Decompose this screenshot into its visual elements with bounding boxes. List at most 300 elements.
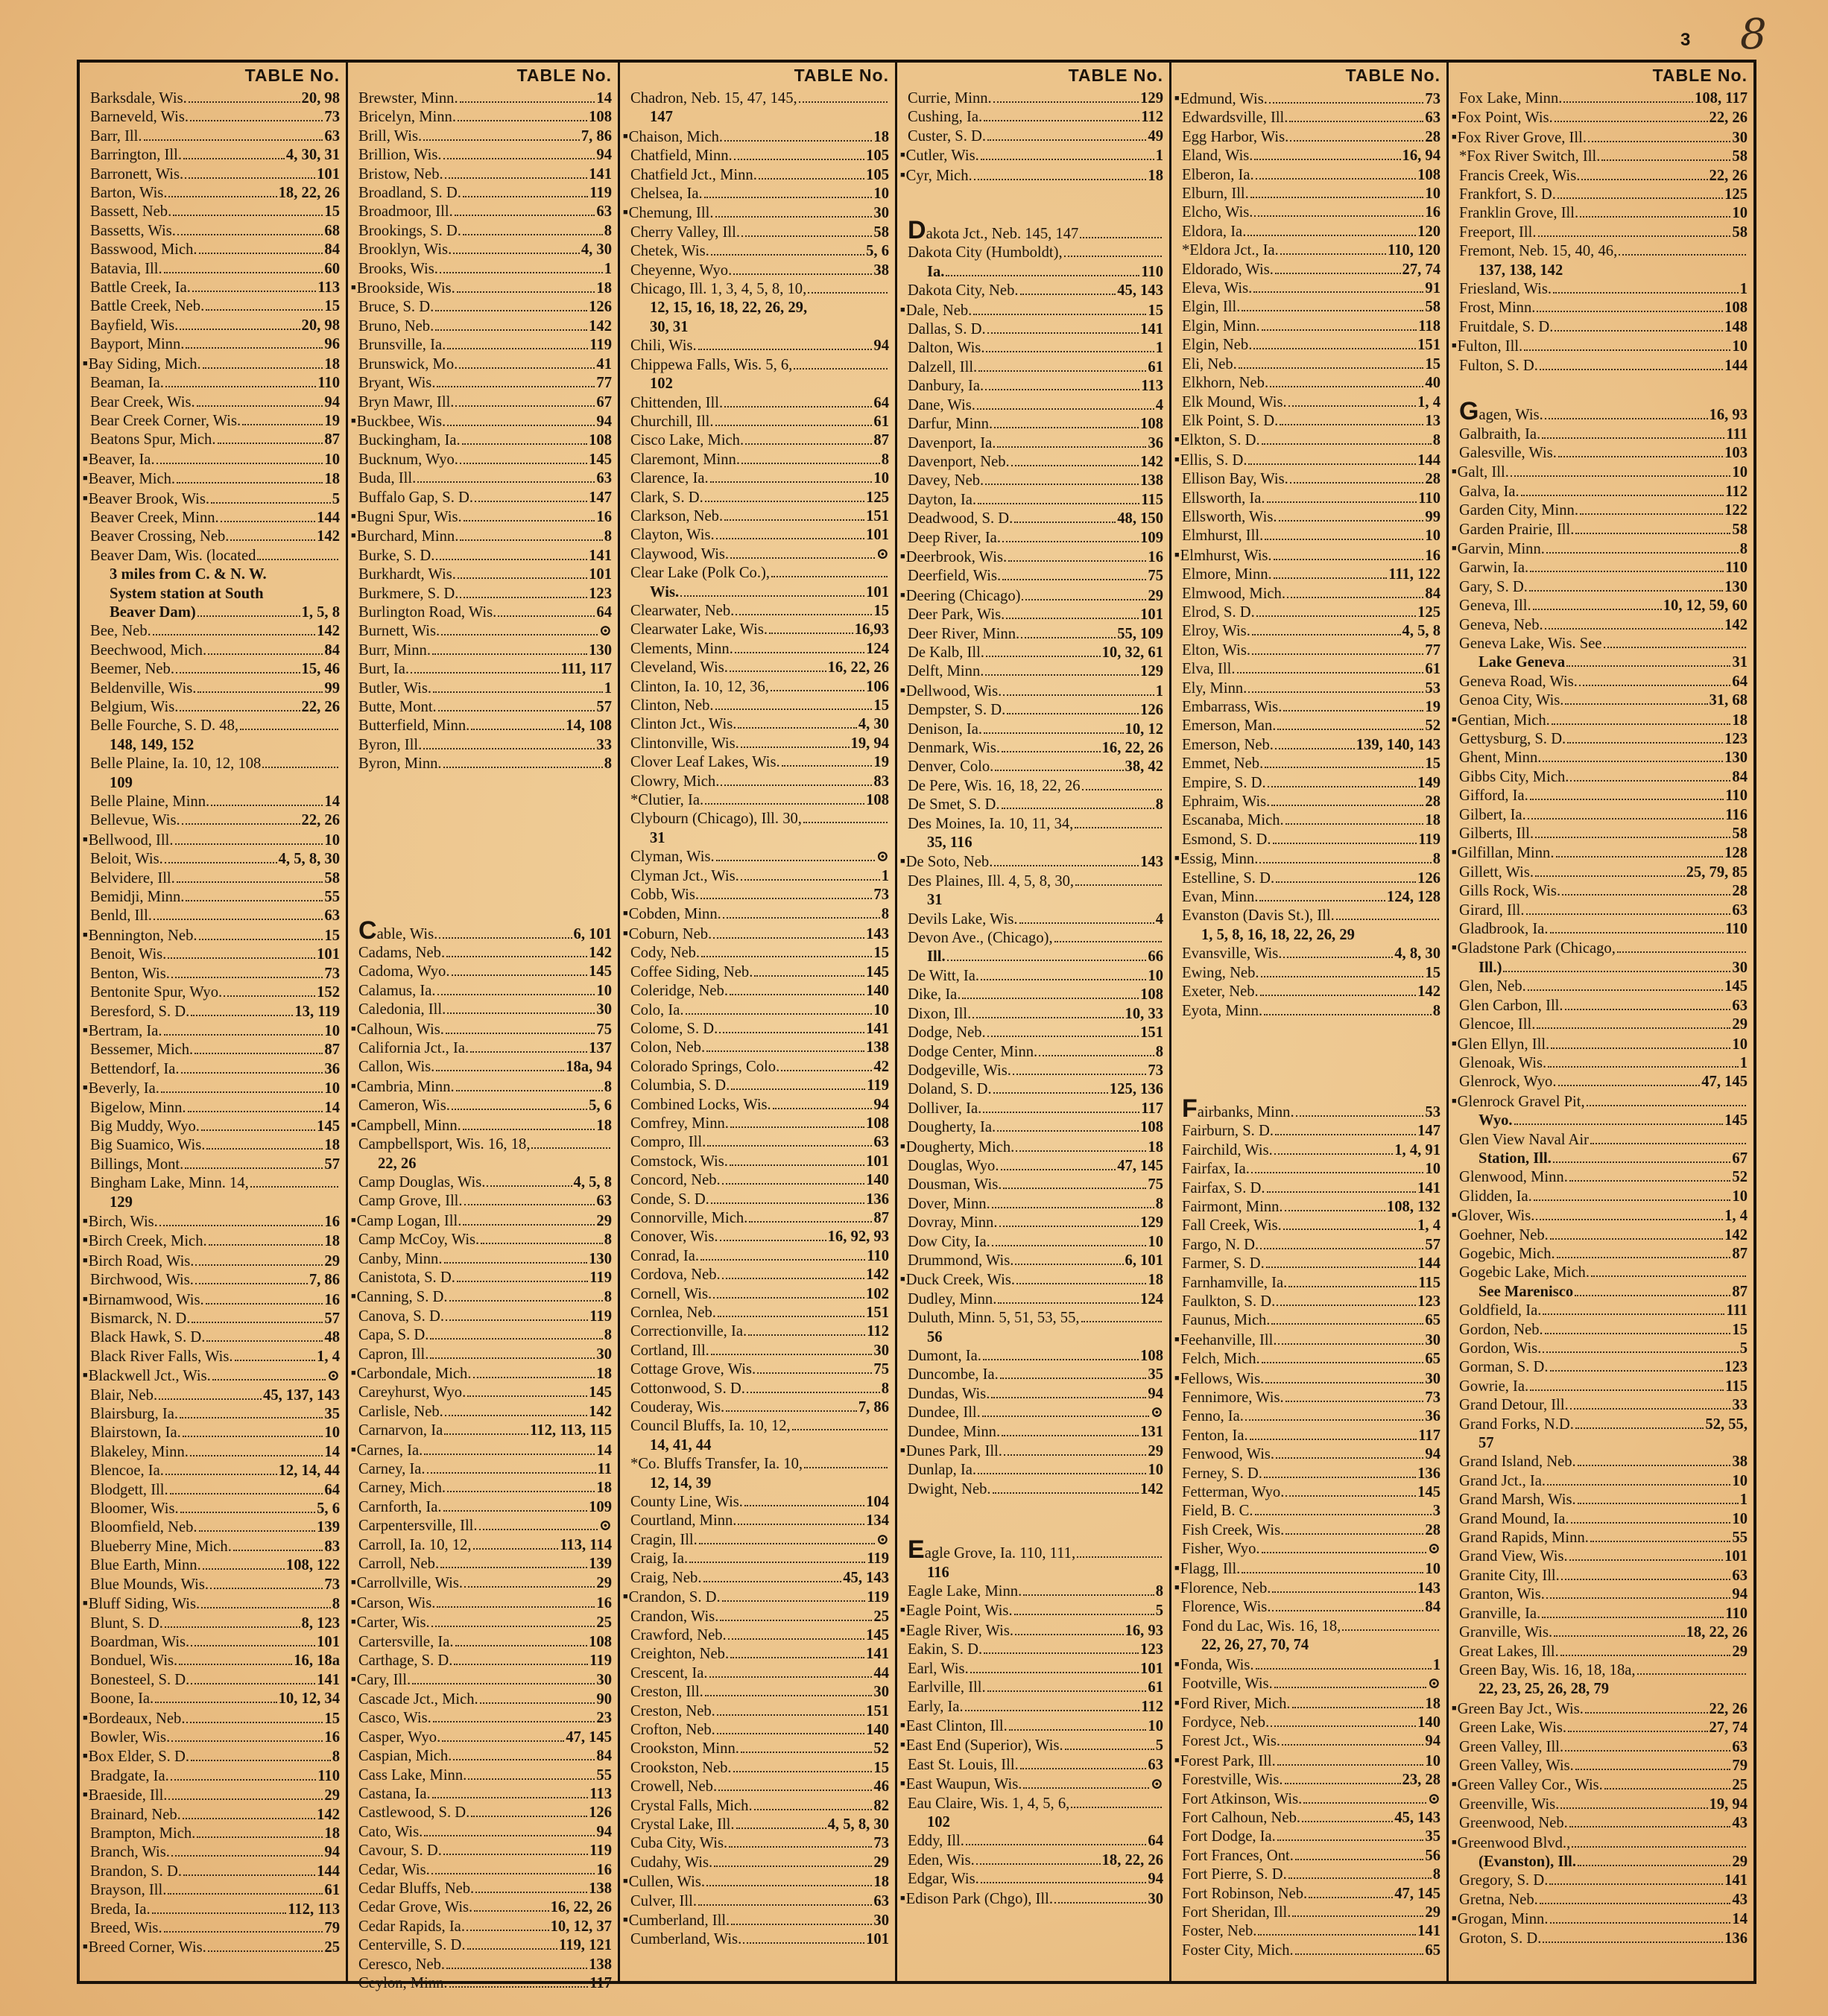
station-name: Chittenden, Ill. — [630, 394, 724, 411]
dot-leader — [986, 351, 1154, 352]
station-entry — [1459, 997, 1748, 1015]
dot-leader — [1543, 1313, 1724, 1315]
station-index-table — [77, 60, 1756, 1991]
station-entry — [908, 1535, 1163, 1565]
station-name: Belle Fourche, S. D. 48, — [90, 717, 239, 735]
table-numbers: 1, 4 — [1417, 393, 1440, 411]
station-entry — [908, 1660, 1163, 1679]
dot-leader — [984, 1652, 1139, 1654]
table-numbers: 139 — [589, 1556, 612, 1573]
station-entry — [1459, 186, 1748, 204]
station-name: Elva, Ill. — [1182, 661, 1236, 678]
table-numbers: 65 — [1425, 1312, 1440, 1329]
table-numbers: 151 — [1417, 337, 1440, 354]
dot-leader — [1266, 1267, 1416, 1268]
table-numbers: 75 — [596, 1021, 612, 1038]
station-name: Dakota City, Neb. — [908, 282, 1019, 299]
station-name: Bayfield, Wis. — [90, 317, 179, 334]
dot-leader — [1002, 1435, 1139, 1436]
station-entry — [358, 1326, 612, 1345]
station-name: Chili, Wis. — [630, 337, 697, 355]
table-numbers: 64 — [1732, 673, 1748, 690]
table-numbers: 142 — [1140, 1480, 1163, 1497]
table-numbers: 145 — [589, 1384, 612, 1401]
dot-leader — [730, 1164, 864, 1166]
table-numbers: 52 — [1732, 1169, 1748, 1186]
dot-leader — [1039, 1055, 1154, 1056]
station-name: Cottonwood, S. D. — [630, 1380, 745, 1397]
dot-leader — [987, 1036, 1139, 1037]
table-numbers: 113, 114 — [560, 1536, 612, 1553]
station-name: Columbia, S. D. — [630, 1077, 730, 1094]
table-numbers: 8 — [1432, 1866, 1440, 1883]
station-name: Danbury, Ia. — [908, 378, 984, 395]
table-numbers: 36 — [1425, 1408, 1440, 1425]
entry-list — [630, 89, 889, 1950]
table-numbers: 14 — [1732, 1911, 1748, 1928]
dot-leader — [1530, 799, 1724, 800]
station-name: ■ Eagle River, Wis. — [908, 1621, 1013, 1641]
index-column-4 — [897, 63, 1171, 1981]
dot-leader — [730, 557, 875, 559]
station-entry — [908, 1404, 1163, 1422]
dot-leader — [191, 1015, 293, 1016]
dot-leader — [1578, 1465, 1731, 1466]
station-entry — [908, 1461, 1163, 1480]
table-numbers: 25, 79, 85 — [1686, 863, 1748, 881]
station-name: Clinton, Neb. — [630, 697, 714, 714]
station-entry — [90, 585, 340, 603]
station-name: Geneva, Ill. — [1459, 597, 1531, 615]
station-entry — [630, 791, 889, 810]
dot-leader — [257, 559, 338, 560]
dot-leader — [1279, 520, 1424, 522]
station-entry — [630, 318, 889, 337]
station-entry — [630, 1171, 889, 1190]
station-name: Elberon, Ia. — [1182, 166, 1254, 183]
dot-leader — [1273, 843, 1417, 844]
station-name: ■ Fox Point, Wis. — [1459, 108, 1553, 127]
table-numbers: 126 — [589, 299, 612, 316]
table-numbers: 130 — [1724, 749, 1748, 767]
station-entry — [908, 662, 1163, 681]
table-numbers: 64 — [873, 394, 889, 411]
station-entry — [1182, 811, 1440, 830]
station-name: Craig, Neb. — [630, 1569, 702, 1586]
dot-leader — [1275, 273, 1401, 274]
station-name: Carpentersville, Ill. — [358, 1518, 478, 1535]
station-entry — [1182, 470, 1440, 489]
station-name: De Witt, Ia. — [908, 967, 980, 984]
dot-leader — [1023, 1594, 1154, 1596]
table-numbers: 147 — [589, 489, 612, 506]
station-name: Esmond, S. D. — [1182, 831, 1271, 848]
station-entry — [1182, 241, 1440, 260]
station-entry — [90, 793, 340, 811]
dot-leader — [1585, 1712, 1708, 1714]
table-numbers: 33 — [596, 736, 612, 753]
dot-leader — [1591, 1275, 1746, 1277]
station-entry — [1182, 1122, 1440, 1141]
dot-leader — [1285, 1533, 1423, 1535]
station-name: 129 — [110, 1194, 133, 1211]
table-numbers: 10 — [1732, 1510, 1748, 1527]
station-entry — [1182, 298, 1440, 317]
station-entry — [358, 1383, 612, 1402]
dot-leader — [250, 1186, 338, 1188]
station-entry — [1182, 888, 1440, 907]
station-entry — [1459, 1661, 1748, 1680]
dot-leader — [722, 1278, 864, 1279]
station-name: Brewster, Minn. — [358, 90, 458, 107]
station-entry — [90, 1424, 340, 1442]
dot-leader — [164, 1931, 323, 1933]
table-numbers: 8 — [1432, 1002, 1440, 1019]
dot-leader — [1537, 1027, 1730, 1029]
station-entry — [630, 413, 889, 431]
station-entry — [630, 489, 889, 507]
station-entry — [1182, 1369, 1440, 1389]
station-name: ■ Fox River Grove, Ill. — [1459, 128, 1587, 148]
dot-leader — [188, 1111, 323, 1112]
station-entry — [90, 279, 340, 297]
station-name: Elgin, Ill. — [1182, 299, 1241, 316]
table-numbers: 10 — [1148, 967, 1163, 984]
station-name: Gillett, Wis. — [1459, 863, 1534, 881]
dot-leader — [1262, 329, 1417, 331]
dot-leader — [152, 1912, 287, 1914]
station-entry — [1459, 806, 1748, 825]
table-numbers: 1, 4, 91 — [1394, 1141, 1440, 1158]
station-name: 35, 116 — [927, 834, 972, 852]
station-entry — [630, 507, 889, 526]
dot-leader — [972, 1017, 1123, 1018]
table-numbers: ⊙ — [598, 1518, 612, 1535]
station-entry — [908, 1679, 1163, 1697]
station-name: Fort Sheridan, Ill. — [1182, 1904, 1291, 1921]
dot-leader — [1565, 1009, 1731, 1010]
station-name: ■ Carter, Wis. — [358, 1613, 430, 1632]
station-entry — [1182, 755, 1440, 773]
table-numbers: 63 — [324, 127, 340, 145]
dot-leader — [1524, 349, 1730, 351]
station-name: Courtland, Minn. — [630, 1512, 737, 1530]
station-name: County Line, Wis. — [630, 1494, 743, 1511]
table-numbers: 112, 113, 115 — [530, 1422, 612, 1439]
table-numbers: 140 — [1417, 1714, 1440, 1731]
dot-leader — [1274, 1687, 1426, 1688]
table-numbers: 15, 46 — [301, 661, 340, 678]
station-name: Greenville, Wis. — [1459, 1795, 1560, 1813]
station-name: Colorado Springs, Colo. — [630, 1058, 780, 1075]
dot-leader — [446, 956, 587, 957]
station-entry — [358, 1823, 612, 1842]
station-entry — [630, 925, 889, 944]
station-entry — [1182, 1236, 1440, 1255]
table-numbers: 14 — [324, 1099, 340, 1116]
table-numbers: 4, 5, 8 — [573, 1173, 612, 1191]
station-entry — [630, 1455, 889, 1474]
station-entry — [630, 602, 889, 621]
station-name: Eau Claire, Wis. 1, 4, 5, 6, — [908, 1795, 1070, 1812]
station-name: Benld, Ill. — [90, 907, 152, 925]
table-numbers: 35 — [324, 1406, 340, 1423]
table-numbers: 94 — [1148, 1871, 1163, 1888]
station-entry — [90, 983, 340, 1002]
dot-leader — [993, 1092, 1108, 1094]
station-entry — [908, 1851, 1163, 1870]
station-entry — [1182, 641, 1440, 660]
station-entry — [630, 280, 889, 299]
station-name: Dougherty, Ia. — [908, 1119, 996, 1136]
station-entry — [630, 886, 889, 904]
station-name: Cedar Grove, Wis. — [358, 1899, 473, 1916]
station-name: Cuba City, Wis. — [630, 1835, 728, 1852]
dot-leader — [230, 539, 315, 541]
dot-leader — [498, 615, 595, 617]
table-numbers: 16 — [324, 1291, 340, 1308]
station-entry — [908, 108, 1163, 127]
dot-leader — [970, 1672, 1139, 1673]
table-numbers: 29 — [596, 1212, 612, 1229]
station-entry — [358, 1880, 612, 1898]
station-name: Carroll, Neb. — [358, 1556, 440, 1573]
dot-leader — [164, 272, 323, 273]
table-numbers: 103 — [1724, 444, 1748, 461]
station-entry — [908, 1480, 1163, 1499]
table-numbers: 131 — [1140, 1423, 1163, 1440]
station-name: Burnett, Wis. — [358, 623, 440, 640]
station-entry — [358, 507, 612, 527]
station-entry — [630, 242, 889, 261]
dot-leader — [168, 196, 276, 197]
table-numbers: 87 — [873, 432, 889, 449]
table-numbers: 110 — [1725, 1605, 1748, 1622]
station-entry — [358, 1135, 612, 1154]
table-numbers: 18, 22, 26 — [1101, 1851, 1163, 1868]
dot-leader — [1548, 1066, 1739, 1068]
dot-leader — [443, 767, 603, 768]
station-name: 109 — [110, 774, 133, 791]
station-entry — [358, 1690, 612, 1709]
station-name: Dalzell, Ill. — [908, 358, 978, 375]
station-entry — [1459, 167, 1748, 186]
station-name: Cushing, Ia. — [908, 109, 983, 126]
station-entry — [90, 622, 340, 641]
table-numbers: 55 — [596, 1766, 612, 1784]
station-name: Grand View, Wis. — [1459, 1548, 1568, 1565]
dot-leader — [1587, 1105, 1746, 1106]
station-entry — [630, 1683, 889, 1702]
dot-leader — [1007, 713, 1139, 714]
dot-leader — [730, 994, 864, 995]
table-numbers: 55 — [1732, 1530, 1748, 1547]
dot-leader — [144, 139, 323, 141]
station-name: Darfur, Minn. — [908, 416, 993, 433]
table-numbers: 147 — [1417, 1123, 1440, 1140]
dot-leader — [443, 1854, 588, 1855]
station-entry — [358, 127, 612, 146]
table-numbers: 10 — [1732, 205, 1748, 222]
table-numbers: 1, 5, 8 — [301, 603, 340, 621]
station-entry — [1459, 425, 1748, 444]
dot-leader — [735, 652, 864, 653]
table-numbers: 117 — [1141, 1100, 1163, 1117]
station-entry — [1459, 901, 1748, 920]
table-numbers: 142 — [1417, 983, 1440, 1001]
dot-leader — [182, 823, 300, 825]
table-numbers: 101 — [1140, 606, 1163, 624]
station-entry — [908, 472, 1163, 490]
table-numbers: 53 — [1425, 1103, 1440, 1120]
station-entry — [90, 1652, 340, 1670]
station-entry — [1182, 128, 1440, 147]
station-entry — [358, 698, 612, 717]
table-numbers: 18 — [324, 1137, 340, 1154]
station-name: Battle Creek, Neb. — [90, 298, 205, 315]
station-name: Birchwood, Wis. — [90, 1272, 194, 1289]
station-entry — [1459, 1680, 1748, 1699]
station-entry — [358, 489, 612, 507]
station-name: Brookings, S. D. — [358, 222, 461, 239]
dot-leader — [1265, 539, 1423, 540]
station-entry — [90, 1060, 340, 1079]
station-entry — [90, 1863, 340, 1881]
station-name: Green Lake, Wis. — [1459, 1719, 1567, 1737]
station-entry — [630, 185, 889, 203]
section-initial: C — [358, 916, 377, 945]
station-entry — [90, 1518, 340, 1537]
station-entry — [90, 297, 340, 316]
dot-leader — [741, 1752, 873, 1753]
table-numbers: 112, 113 — [288, 1901, 340, 1918]
station-name: *Co. Bluffs Transfer, Ia. 10, — [630, 1456, 803, 1473]
table-numbers: 10 — [1148, 1233, 1163, 1250]
dot-leader — [1262, 1362, 1424, 1363]
section-initial: G — [1459, 397, 1479, 426]
station-entry — [1459, 1472, 1748, 1491]
station-name: ■ Galt, Ill. — [1459, 463, 1509, 482]
dot-leader — [1560, 1807, 1707, 1809]
station-name: Cedar, Wis. — [358, 1861, 430, 1878]
station-entry — [908, 1043, 1163, 1062]
table-numbers: 112 — [1141, 1698, 1163, 1715]
station-name: Frankfort, S. D. — [1459, 186, 1556, 203]
station-name: East St. Louis, Ill. — [908, 1756, 1019, 1773]
dot-leader — [730, 1126, 864, 1128]
table-numbers: 6, 101 — [1125, 1252, 1163, 1269]
dot-leader — [460, 597, 587, 598]
station-name: ■ Essig, Minn. — [1182, 849, 1258, 869]
dot-leader — [981, 979, 1146, 980]
dot-leader — [203, 367, 323, 369]
table-numbers: 117 — [589, 1974, 612, 1991]
station-name: Blairsburg, Ia. — [90, 1406, 179, 1423]
station-name: Benoit, Wis. — [90, 946, 167, 963]
table-numbers: 101 — [317, 946, 340, 963]
dot-leader — [1274, 577, 1388, 579]
table-numbers: 47, 145 — [1701, 1074, 1748, 1091]
table-numbers: 101 — [317, 1633, 340, 1650]
dot-leader — [689, 1562, 865, 1563]
table-numbers: 84 — [1425, 1599, 1440, 1616]
table-numbers: 8 — [604, 1232, 612, 1249]
table-numbers: 15 — [324, 203, 340, 221]
station-name: Cedar Rapids, Ia. — [358, 1918, 465, 1935]
station-name: Bowler, Wis. — [90, 1728, 171, 1746]
station-name: Davey, Neb. — [908, 472, 984, 489]
station-entry — [90, 1556, 340, 1575]
dot-leader — [713, 937, 864, 939]
dot-leader — [1075, 884, 1162, 886]
table-numbers: 77 — [1425, 641, 1440, 659]
dot-leader — [1002, 751, 1101, 752]
station-name: Deep River, Ia. — [908, 529, 1001, 546]
table-numbers: 22, 26 — [301, 812, 340, 829]
station-name: Dayton, Ia. — [908, 491, 977, 508]
station-name: Broadland, S. D. — [358, 185, 461, 202]
dot-leader — [1580, 216, 1730, 218]
station-name: Gills Rock, Wis. — [1459, 883, 1561, 900]
table-numbers: 87 — [324, 1042, 340, 1059]
table-numbers: 4, 5, 8, 30 — [278, 851, 340, 868]
station-name: ■ Grogan, Minn. — [1459, 1909, 1549, 1929]
table-numbers: 8 — [332, 1596, 340, 1613]
dot-leader — [427, 1472, 596, 1474]
dot-leader — [714, 1866, 872, 1867]
station-entry — [1182, 1675, 1440, 1693]
dot-leader — [455, 1645, 588, 1646]
station-name: Gilbert, Ia. — [1459, 806, 1526, 823]
station-entry — [1182, 1752, 1440, 1771]
station-entry — [90, 393, 340, 412]
entry-list — [90, 89, 340, 1958]
table-numbers: 10 — [1732, 338, 1748, 355]
dot-leader — [743, 1942, 864, 1944]
table-numbers: 1, 4 — [317, 1348, 340, 1365]
station-name: 31 — [650, 829, 665, 846]
dot-leader — [1250, 197, 1424, 198]
table-numbers: 149 — [1417, 774, 1440, 791]
dot-leader — [994, 865, 1139, 866]
station-entry — [1459, 483, 1748, 501]
dot-leader — [733, 273, 872, 275]
table-numbers: 65 — [1425, 1351, 1440, 1368]
station-name: ■ Cumberland, Ill. — [630, 1911, 730, 1930]
station-name: Felch, Mich. — [1182, 1351, 1260, 1368]
table-numbers: 30 — [1732, 129, 1748, 146]
station-name: Cordova, Neb. — [630, 1267, 721, 1284]
station-name: Cherry Valley, Ill. — [630, 224, 740, 241]
table-numbers: 144 — [317, 509, 340, 526]
station-entry — [908, 1641, 1163, 1659]
station-name: 30, 31 — [650, 318, 689, 335]
station-name: Egg Harbor, Wis. — [1182, 128, 1289, 145]
dot-leader — [976, 1863, 1101, 1865]
station-entry — [90, 335, 340, 354]
station-name: Fennimore, Wis. — [1182, 1389, 1284, 1406]
station-name: Clarence, Ia. — [630, 470, 709, 487]
dot-leader — [1002, 541, 1139, 542]
dot-leader — [1014, 1614, 1154, 1615]
station-entry — [1459, 1264, 1748, 1282]
station-name: Bristow, Neb. — [358, 165, 443, 183]
station-entry — [1182, 1389, 1440, 1407]
station-entry — [90, 1405, 340, 1424]
station-entry — [358, 355, 612, 374]
table-numbers: 16 — [596, 1861, 612, 1878]
station-entry — [90, 1576, 340, 1594]
